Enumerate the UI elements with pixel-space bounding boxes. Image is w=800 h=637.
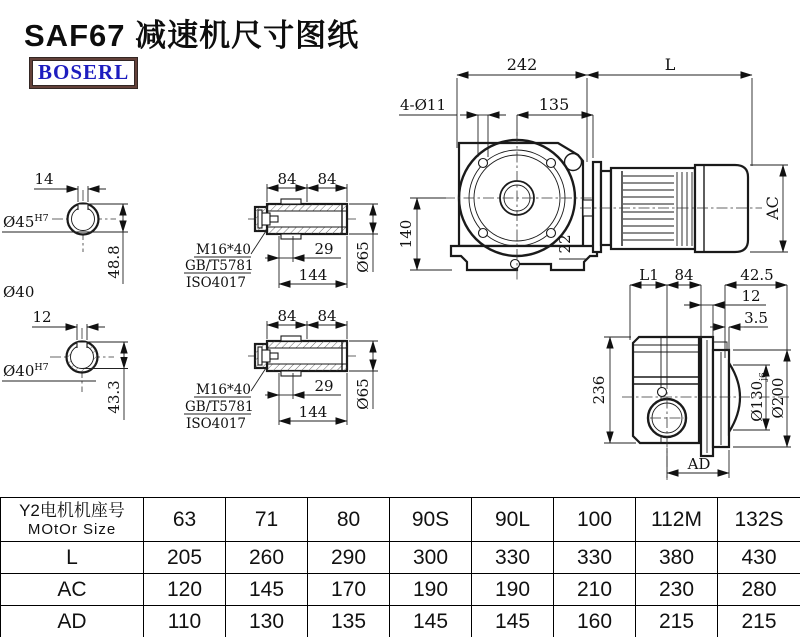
size-col: 132S [718, 498, 800, 542]
dim-key-len: 29 [314, 240, 334, 258]
std-gb: GB/T5781 [185, 399, 254, 415]
size-col: 112M [636, 498, 718, 542]
cell: 145 [472, 606, 554, 637]
dim-dia: Ø65 [354, 378, 372, 410]
cell: 110 [144, 606, 226, 637]
cell: 145 [390, 606, 472, 637]
cell: 330 [472, 542, 554, 574]
cell: 260 [226, 542, 308, 574]
std-gb: GB/T5781 [185, 258, 254, 274]
bolt-spec: M16*40 [196, 382, 251, 398]
header-cn: Y2电机机座号 [19, 500, 125, 520]
header-motor-size [1, 498, 144, 542]
size-col: 80 [308, 498, 390, 542]
dim-ad: AD [687, 455, 711, 473]
header-en: MOtOr Size [27, 520, 117, 538]
dim-42-5: 42.5 [740, 266, 774, 284]
dim-len-a: 84 [277, 307, 297, 325]
dim-key-width: 12 [32, 308, 52, 326]
dim-motor-height: AC [763, 196, 782, 220]
std-iso: ISO4017 [186, 275, 247, 291]
cell: 215 [718, 606, 800, 637]
row-label: AC [1, 574, 144, 606]
dim-dia: Ø65 [354, 241, 372, 273]
table-row-AC [1, 574, 800, 606]
dim-axis-height: 140 [397, 219, 415, 249]
cell: 190 [472, 574, 554, 606]
row-label: AD [1, 606, 144, 637]
table-row-L [1, 542, 800, 574]
dim-3-5: 3.5 [744, 309, 768, 327]
dim-motor-len: L [664, 55, 676, 74]
dim-84: 84 [674, 266, 694, 284]
cell: 135 [308, 606, 390, 637]
side-view [590, 266, 792, 480]
row-label: L [1, 542, 144, 574]
cell: 300 [390, 542, 472, 574]
dim-spigot-dia: $Ø130_{j6}$ [748, 372, 769, 422]
dim-height: 236 [590, 375, 608, 405]
size-col: 90L [472, 498, 554, 542]
dim-key-len: 29 [314, 377, 334, 395]
cell: 230 [636, 574, 718, 606]
size-col: 90S [390, 498, 472, 542]
table-header-row [1, 498, 800, 542]
dim-len-b: 84 [317, 307, 337, 325]
dim-len-b: 84 [317, 170, 337, 188]
dim-bore-label: $Ø45^{H7}$ [3, 213, 49, 231]
table-row-AD [1, 606, 800, 637]
bolt-spec: M16*40 [196, 242, 251, 258]
dim-l1: L1 [639, 266, 659, 284]
dim-bore-label: $Ø40^{H7}$ [3, 362, 49, 380]
hollow-shaft-section-top [2, 170, 128, 301]
cell: 190 [390, 574, 472, 606]
dim-shaft-label: Ø40 [3, 283, 35, 301]
size-col: 100 [554, 498, 636, 542]
dim-case-width: 242 [506, 55, 538, 74]
dim-rib: 22 [556, 234, 574, 254]
output-shaft-bottom [184, 307, 378, 432]
size-col: 71 [226, 498, 308, 542]
cell: 170 [308, 574, 390, 606]
motor-size-table [0, 497, 800, 637]
dim-key-height: 43.3 [105, 380, 123, 414]
cell: 145 [226, 574, 308, 606]
dim-total-len: 144 [298, 403, 328, 421]
cell: 430 [718, 542, 800, 574]
page-title: SAF67 减速机尺寸图纸 [24, 18, 360, 53]
cell: 290 [308, 542, 390, 574]
cell: 280 [718, 574, 800, 606]
cell: 205 [144, 542, 226, 574]
dim-flange-dia: Ø200 [769, 377, 787, 419]
dim-total-len: 144 [298, 266, 328, 284]
cell: 210 [554, 574, 636, 606]
hollow-shaft-section-bottom [2, 308, 128, 420]
size-col: 63 [144, 498, 226, 542]
dim-12: 12 [741, 287, 761, 305]
dim-len-a: 84 [277, 170, 297, 188]
cell: 160 [554, 606, 636, 637]
dim-key-height: 48.8 [105, 245, 123, 279]
brand-logo: BOSERL [30, 58, 137, 88]
dim-flange-offset: 135 [538, 95, 570, 114]
cell: 215 [636, 606, 718, 637]
front-view [397, 55, 788, 282]
output-shaft-top [184, 170, 378, 291]
cell: 130 [226, 606, 308, 637]
dim-bolt-holes: 4-Ø11 [400, 96, 446, 114]
cell: 120 [144, 574, 226, 606]
dim-key-width: 14 [34, 170, 54, 188]
std-iso: ISO4017 [186, 416, 247, 432]
cell: 330 [554, 542, 636, 574]
cell: 380 [636, 542, 718, 574]
